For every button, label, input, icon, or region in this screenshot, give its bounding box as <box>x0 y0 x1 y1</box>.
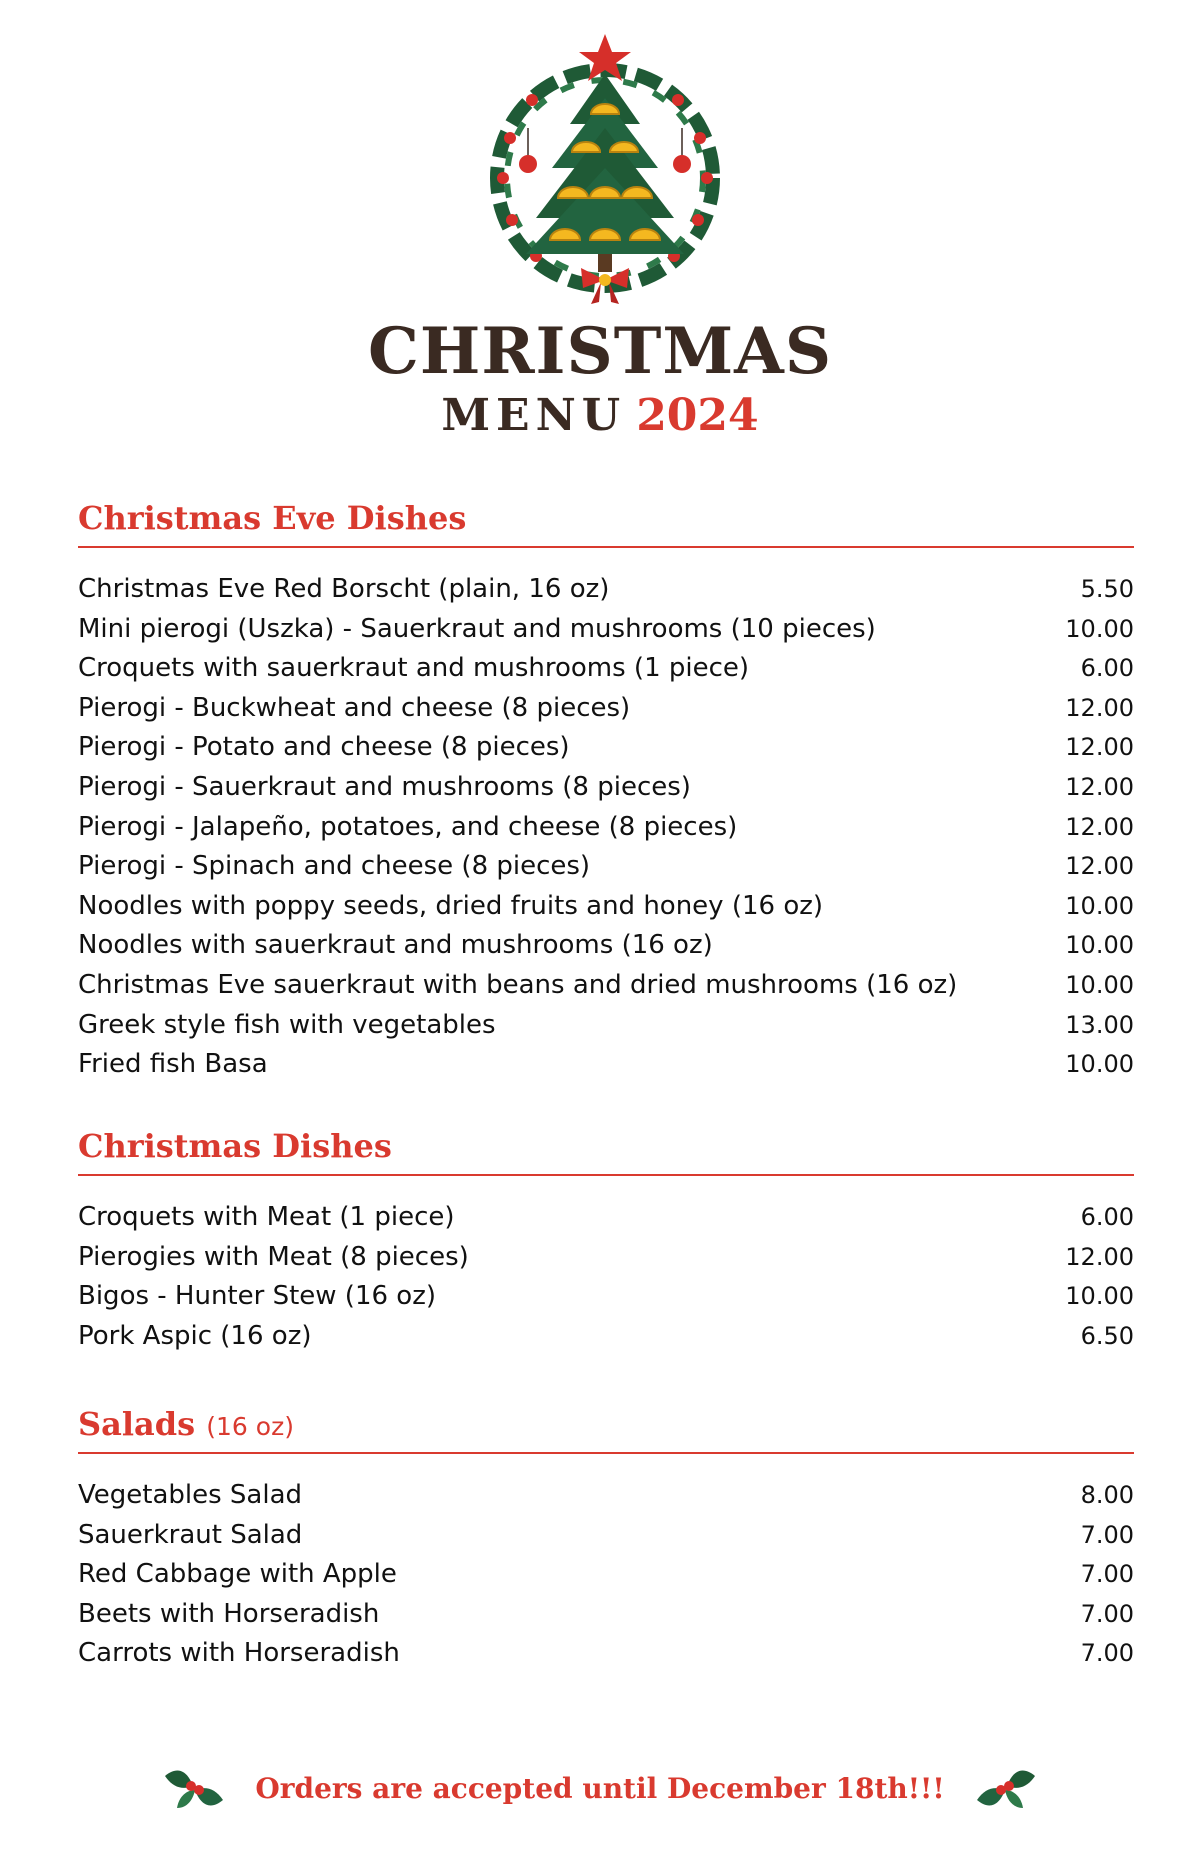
item-price: 6.00 <box>1080 654 1134 683</box>
menu-item <box>78 887 1134 927</box>
menu-item <box>78 1555 1134 1595</box>
item-price: 10.00 <box>1065 891 1134 920</box>
menu-item <box>78 1595 1134 1635</box>
item-price: 8.00 <box>1080 1481 1134 1509</box>
menu-item <box>78 847 1134 887</box>
menu-item <box>78 570 1134 610</box>
section-christmas-eve-dishes <box>78 498 1134 1085</box>
item-price: 6.00 <box>1080 1203 1134 1231</box>
menu-title: CHRISTMAS <box>367 314 833 389</box>
section-title-text: Salads <box>78 1405 196 1443</box>
christmas-tree-wreath-icon <box>470 28 740 318</box>
item-price: 5.50 <box>1080 575 1134 603</box>
menu-item <box>78 1317 1134 1357</box>
menu-item <box>78 926 1134 966</box>
menu-year: 2024 <box>636 390 759 441</box>
item-name: Mini pierogi (Uszka) - Sauerkraut and mushrooms (10 pieces) <box>78 613 876 644</box>
item-price: 10.00 <box>1065 1050 1134 1079</box>
item-price: 12.00 <box>1065 1242 1134 1271</box>
menu-item <box>78 1006 1134 1046</box>
item-name: Croquets with sauerkraut and mushrooms (1 piece) <box>78 653 750 684</box>
item-price: 10.00 <box>1065 614 1134 643</box>
item-name: Vegetables Salad <box>78 1480 303 1510</box>
menu-item <box>78 649 1134 689</box>
item-name: Bigos - Hunter Stew (16 oz) <box>78 1281 436 1312</box>
section-title <box>78 1126 1134 1176</box>
item-name: Croquets with Meat (1 piece) <box>78 1202 455 1232</box>
item-name: Pierogi - Sauerkraut and mushrooms (8 pieces) <box>78 771 691 802</box>
menu-item <box>78 1238 1134 1278</box>
menu-item <box>78 1476 1134 1516</box>
menu-item <box>78 689 1134 729</box>
item-name: Noodles with poppy seeds, dried fruits and honey (16 oz) <box>78 890 824 921</box>
item-name: Red Cabbage with Apple <box>78 1559 397 1590</box>
item-price: 7.00 <box>1080 1639 1134 1668</box>
menu-item <box>78 768 1134 808</box>
item-name: Pierogi - Buckwheat and cheese (8 pieces) <box>78 692 631 723</box>
item-name: Christmas Eve Red Borscht (plain, 16 oz) <box>78 574 610 604</box>
menu-item <box>78 1516 1134 1556</box>
holly-icon <box>159 1756 229 1820</box>
order-deadline-note: Orders are accepted until December 18th!!! <box>255 1771 945 1805</box>
section-title-text: Christmas Dishes <box>78 1127 392 1165</box>
section-title-text: Christmas Eve Dishes <box>78 499 467 537</box>
item-name: Christmas Eve sauerkraut with beans and dried mushrooms (16 oz) <box>78 969 958 1000</box>
section-note: (16 oz) <box>206 1412 294 1441</box>
menu-item <box>78 610 1134 650</box>
menu-item <box>78 1198 1134 1238</box>
menu-item <box>78 728 1134 768</box>
item-name: Pierogi - Potato and cheese (8 pieces) <box>78 732 570 763</box>
footer <box>0 1756 1200 1820</box>
item-name: Pork Aspic (16 oz) <box>78 1320 312 1351</box>
menu-item <box>78 1634 1134 1674</box>
item-name: Carrots with Horseradish <box>78 1638 400 1669</box>
item-name: Pierogi - Spinach and cheese (8 pieces) <box>78 851 591 882</box>
section-salads <box>78 1404 1134 1674</box>
item-name: Fried fish Basa <box>78 1049 268 1080</box>
item-price: 7.00 <box>1080 1520 1134 1549</box>
item-price: 12.00 <box>1065 693 1134 722</box>
section-christmas-dishes <box>78 1126 1134 1356</box>
item-price: 10.00 <box>1065 1282 1134 1311</box>
menu-item-list <box>78 1198 1134 1356</box>
item-name: Pierogi - Jalapeño, potatoes, and cheese (8 pieces) <box>78 811 738 842</box>
menu-subtitle <box>0 390 1200 441</box>
section-title <box>78 1404 1134 1454</box>
menu-item <box>78 1277 1134 1317</box>
item-name: Pierogies with Meat (8 pieces) <box>78 1241 469 1272</box>
item-price: 10.00 <box>1065 970 1134 999</box>
item-name: Greek style fish with vegetables <box>78 1009 496 1040</box>
holly-icon <box>971 1756 1041 1820</box>
item-price: 12.00 <box>1065 772 1134 801</box>
item-name: Noodles with sauerkraut and mushrooms (16 oz) <box>78 930 713 961</box>
menu-word: MENU <box>441 390 627 441</box>
menu-item <box>78 1045 1134 1085</box>
item-price: 12.00 <box>1065 852 1134 881</box>
menu-item-list <box>78 570 1134 1085</box>
item-price: 13.00 <box>1065 1010 1134 1039</box>
menu-item-list <box>78 1476 1134 1674</box>
item-name: Beets with Horseradish <box>78 1598 380 1629</box>
item-price: 12.00 <box>1065 812 1134 841</box>
menu-item <box>78 966 1134 1006</box>
section-title <box>78 498 1134 548</box>
item-name: Sauerkraut Salad <box>78 1519 303 1550</box>
item-price: 12.00 <box>1065 733 1134 762</box>
item-price: 10.00 <box>1065 931 1134 960</box>
item-price: 7.00 <box>1080 1560 1134 1589</box>
item-price: 6.50 <box>1080 1321 1134 1350</box>
menu-item <box>78 808 1134 848</box>
item-price: 7.00 <box>1080 1599 1134 1628</box>
